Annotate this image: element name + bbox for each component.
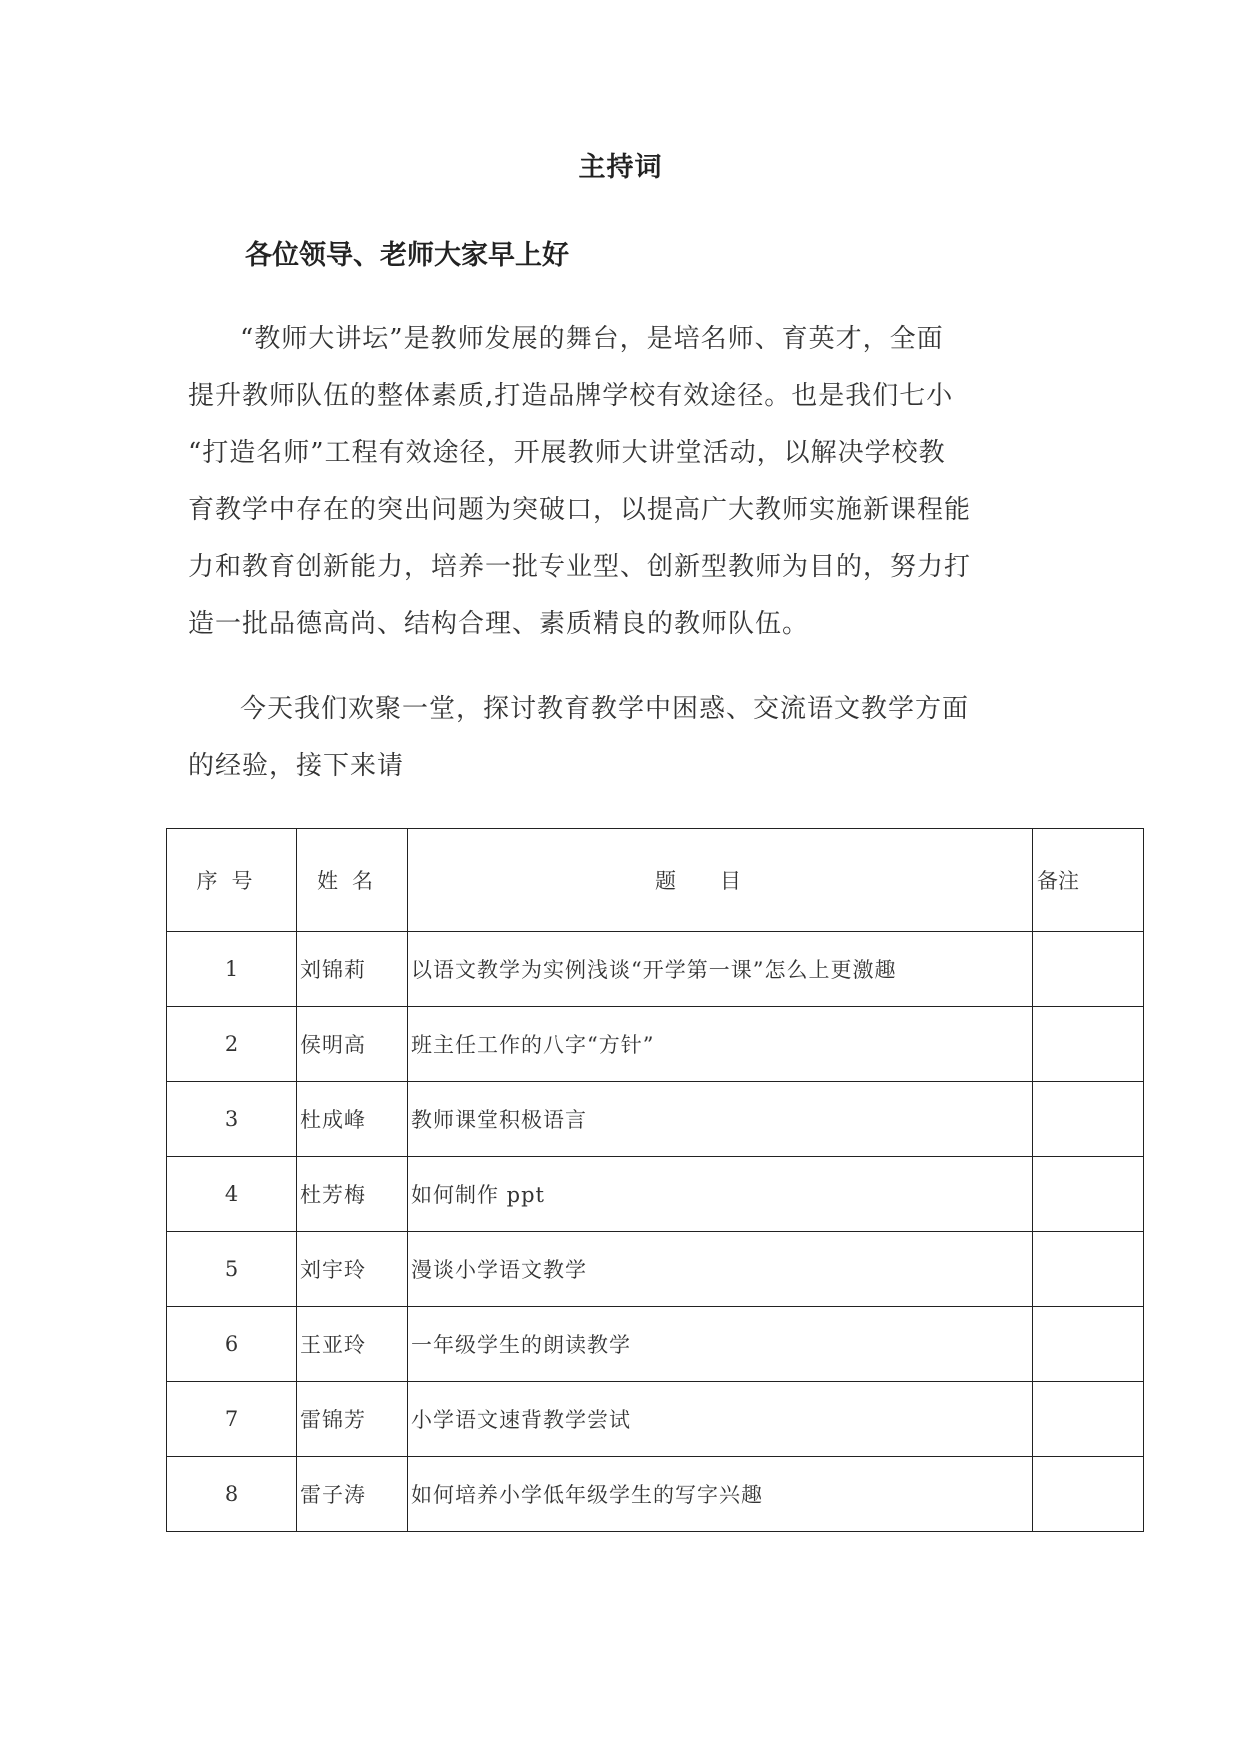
header-number: 序号 — [167, 829, 297, 932]
row-note — [1033, 1232, 1144, 1307]
talk-topic: 以语文教学为实例浅谈“开学第一课”怎么上更激趣 — [408, 932, 1033, 1007]
speaker-name: 侯明高 — [297, 1007, 408, 1082]
row-number: 7 — [167, 1382, 297, 1457]
speaker-name: 杜芳梅 — [297, 1157, 408, 1232]
talk-topic: 教师课堂积极语言 — [408, 1082, 1033, 1157]
transition-paragraph — [188, 681, 1028, 795]
row-number: 2 — [167, 1007, 297, 1082]
table-row — [167, 932, 1144, 1007]
talk-topic: 如何制作 ppt — [408, 1157, 1033, 1232]
talk-topic: 如何培养小学低年级学生的写字兴趣 — [408, 1457, 1033, 1532]
header-note: 备注 — [1033, 829, 1144, 932]
row-number: 3 — [167, 1082, 297, 1157]
table-row — [167, 1382, 1144, 1457]
speaker-name: 雷子涛 — [297, 1457, 408, 1532]
document-title: 主持词 — [578, 152, 663, 183]
row-note — [1033, 932, 1144, 1007]
speaker-name: 王亚玲 — [297, 1307, 408, 1382]
speaker-name: 雷锦芳 — [297, 1382, 408, 1457]
intro-paragraph — [188, 311, 1028, 653]
header-topic: 题目 — [408, 829, 1033, 932]
paragraph-line: “教师大讲坛”是教师发展的舞台，是培名师、育英才，全面 — [240, 324, 944, 354]
table-row — [167, 1457, 1144, 1532]
row-note — [1033, 1457, 1144, 1532]
paragraph-line: 今天我们欢聚一堂，探讨教育教学中困惑、交流语文教学方面 — [240, 694, 970, 724]
speaker-name: 杜成峰 — [297, 1082, 408, 1157]
greeting-heading: 各位领导、老师大家早上好 — [245, 240, 569, 271]
row-number: 5 — [167, 1232, 297, 1307]
talk-topic: 小学语文速背教学尝试 — [408, 1382, 1033, 1457]
speaker-name: 刘宇玲 — [297, 1232, 408, 1307]
row-number: 1 — [167, 932, 297, 1007]
row-note — [1033, 1007, 1144, 1082]
paragraph-line: 提升教师队伍的整体素质,打造品牌学校有效途径。也是我们七小 — [188, 381, 954, 411]
row-note — [1033, 1382, 1144, 1457]
table-row — [167, 1082, 1144, 1157]
row-number: 4 — [167, 1157, 297, 1232]
table-header-row — [167, 829, 1144, 932]
table-row — [167, 1157, 1144, 1232]
paragraph-line: 力和教育创新能力，培养一批专业型、创新型教师为目的，努力打 — [188, 552, 972, 582]
paragraph-line: 的经验，接下来请 — [188, 751, 405, 781]
row-note — [1033, 1157, 1144, 1232]
row-number: 8 — [167, 1457, 297, 1532]
talk-topic: 一年级学生的朗读教学 — [408, 1307, 1033, 1382]
row-note — [1033, 1307, 1144, 1382]
row-number: 6 — [167, 1307, 297, 1382]
table-row — [167, 1007, 1144, 1082]
paragraph-line: “打造名师”工程有效途径，开展教师大讲堂活动，以解决学校教 — [188, 438, 946, 468]
speaker-name: 刘锦莉 — [297, 932, 408, 1007]
table-row — [167, 1232, 1144, 1307]
paragraph-line: 造一批品德高尚、结构合理、素质精良的教师队伍。 — [188, 609, 810, 639]
row-note — [1033, 1082, 1144, 1157]
speaker-table — [166, 828, 1144, 1532]
talk-topic: 班主任工作的八字“方针” — [408, 1007, 1033, 1082]
table-row — [167, 1307, 1144, 1382]
header-name: 姓名 — [297, 829, 408, 932]
talk-topic: 漫谈小学语文教学 — [408, 1232, 1033, 1307]
paragraph-line: 育教学中存在的突出问题为突破口，以提高广大教师实施新课程能 — [188, 495, 972, 525]
